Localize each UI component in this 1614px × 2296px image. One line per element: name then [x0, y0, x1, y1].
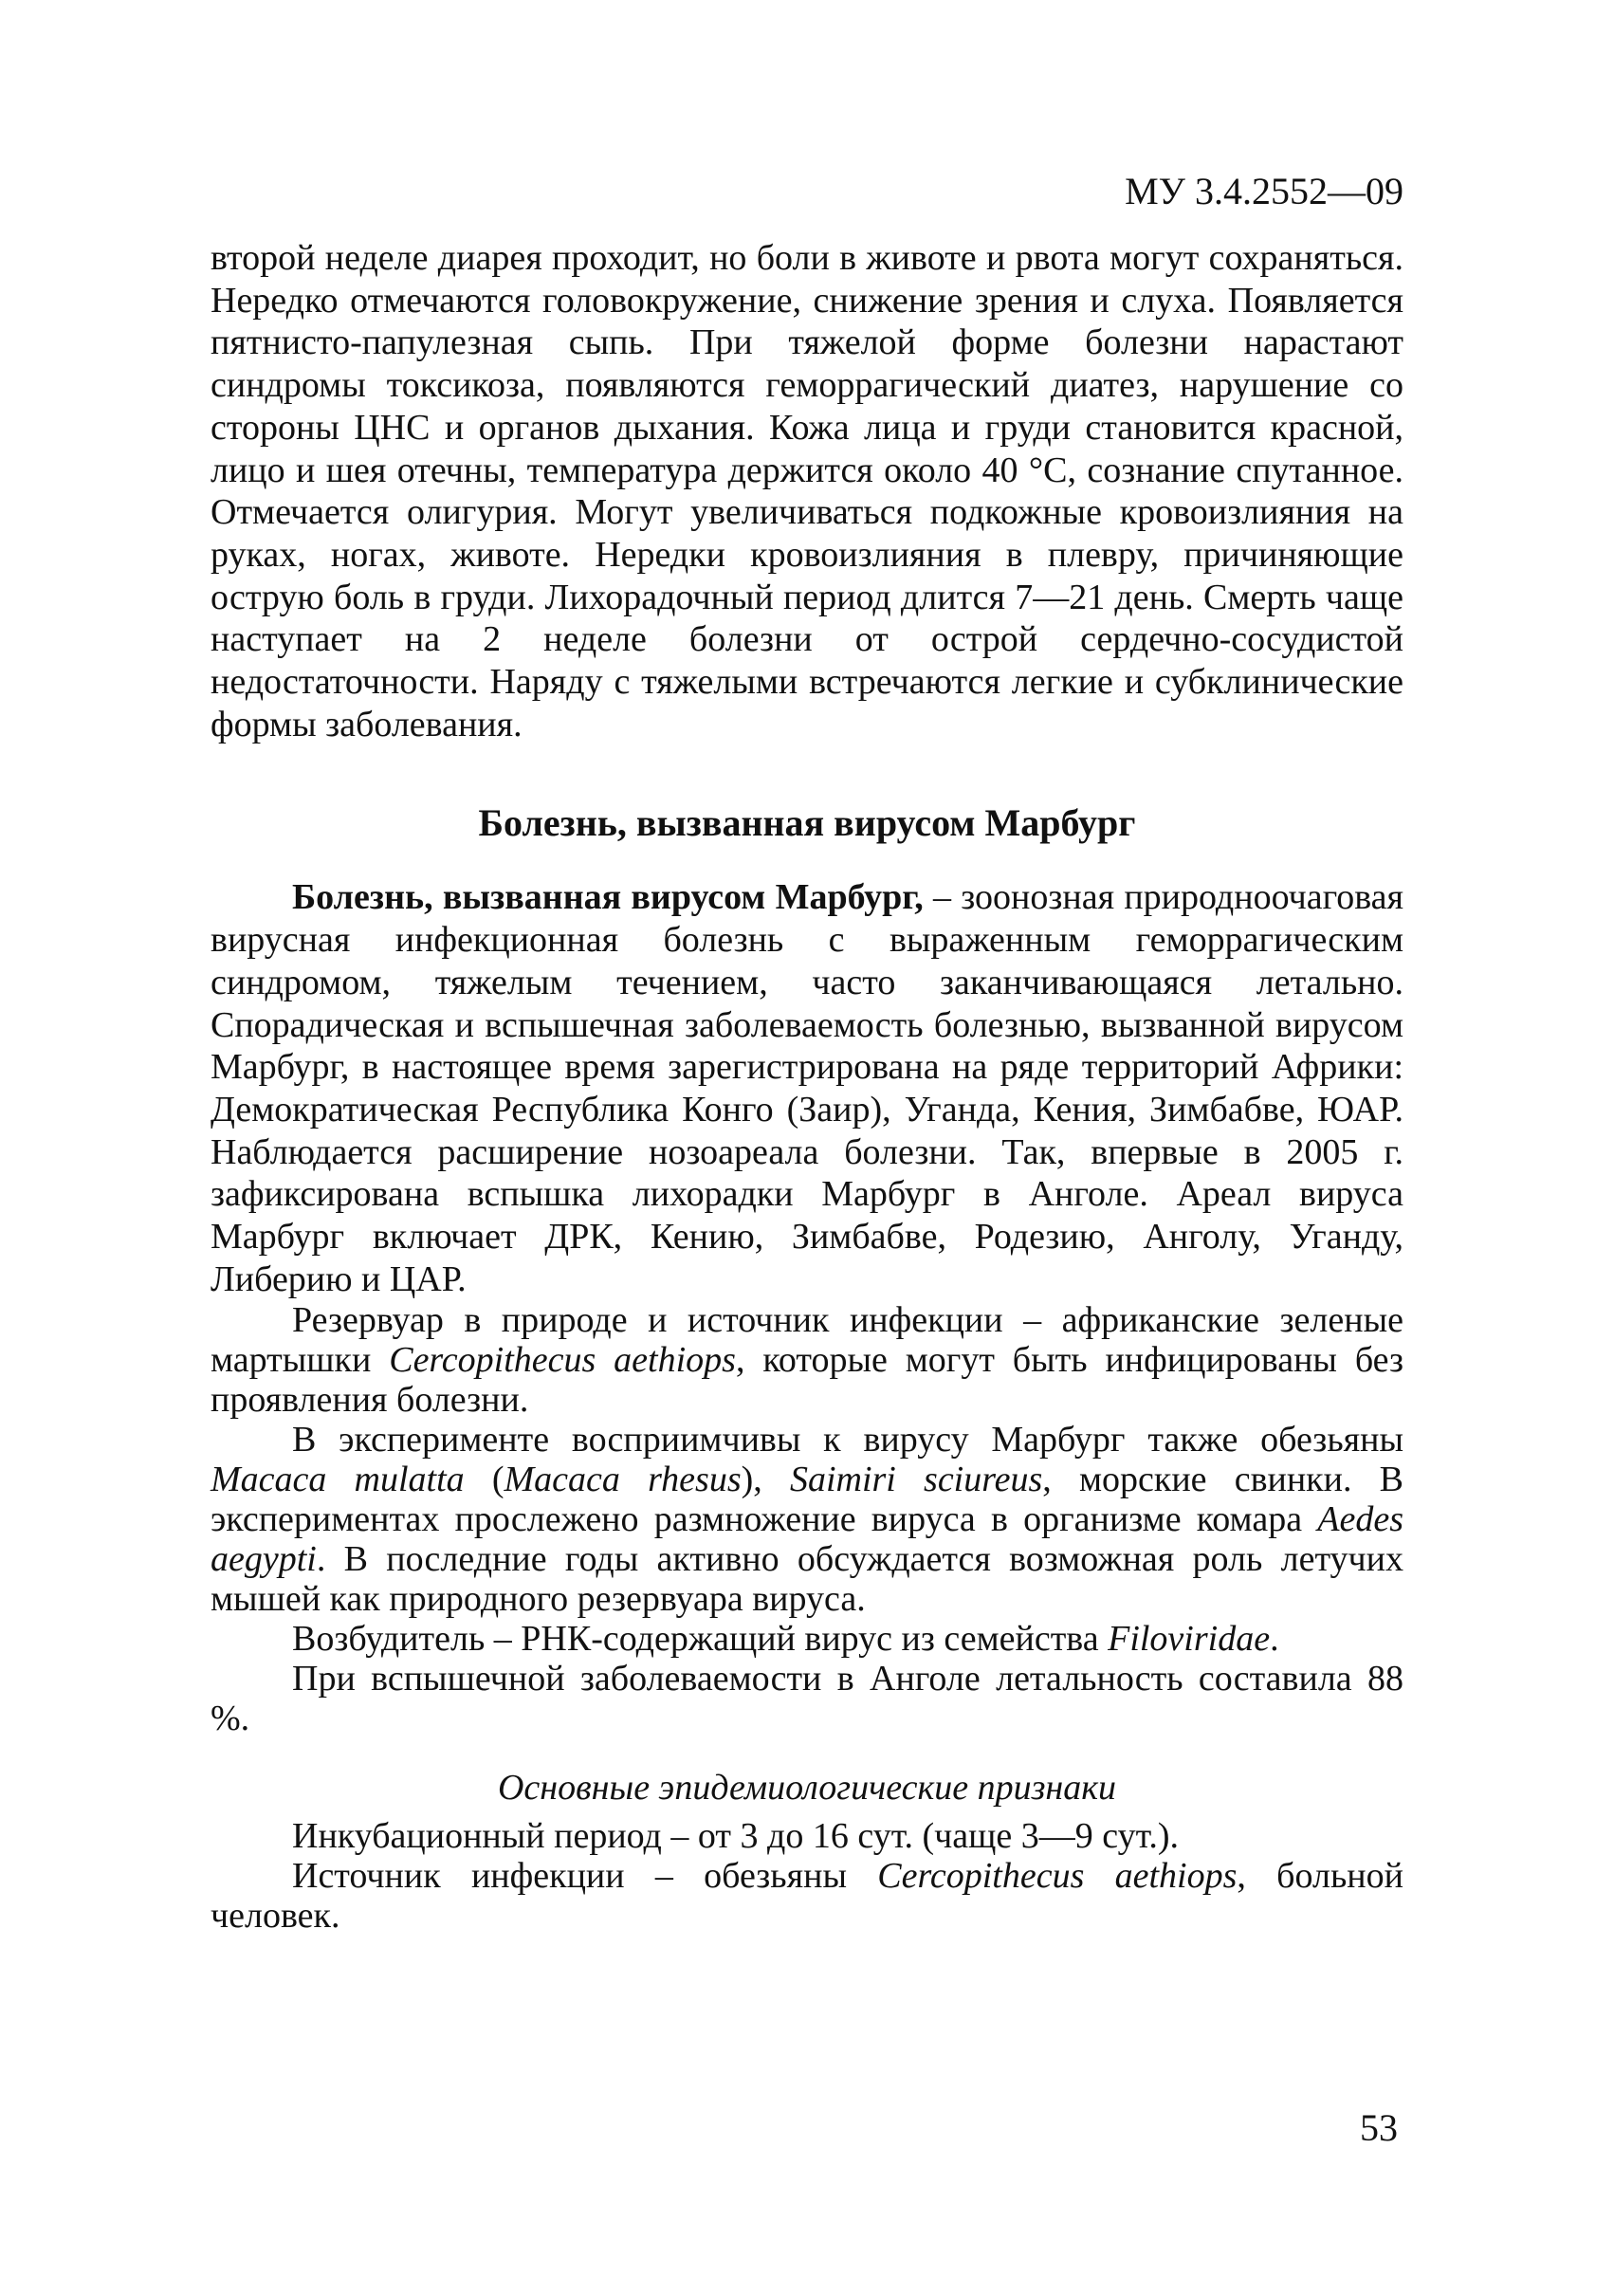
paragraph-reservoir	[211, 1300, 1403, 1420]
paragraph-infection-source	[211, 1856, 1403, 1936]
text-fragment: Возбудитель – РНК-содержащий вирус из семейства	[292, 1619, 1109, 1660]
document-code-header: МУ 3.4.2552—09	[1125, 170, 1403, 212]
text-fragment: Источник инфекции – обезьяны	[292, 1856, 878, 1897]
text-fragment: ),	[741, 1460, 790, 1500]
paragraph-incubation: Инкубационный период – от 3 до 16 сут. (чаще 3—9 сут.).	[292, 1816, 1179, 1857]
definition-text: – зоонозная природноочаговая вирусная инфекционная болезнь с выраженным геморрагическим синдромом, тяжелым течением, часто заканчивающаяся летально. Спорадическая и вспышечная заболеваемость болезнью, вызванной вирусом Марбург, в настоящее время зарегистрирована на ряде территорий Африки: Демократическая Республика Конго (Заир), Уганда, Кения, Зимбабве, ЮАР. Наблюдается расширение нозоареала болезни. Так, впервые в 2005 г. зафиксирована вспышка лихорадки Марбург в Анголе. Ареал вируса Марбург включает ДРК, Кению, Зимбабве, Родезию, Анголу, Уганду, Либерию и ЦАР.	[211, 877, 1403, 1299]
virus-family-name: Filoviridae	[1108, 1619, 1271, 1660]
text-fragment: , которые могут быть инфицированы без проявления болезни.	[211, 1340, 1403, 1421]
text-fragment: . В последние годы активно обсуждается возможная роль летучих мышей как природного резервуара вируса.	[211, 1539, 1403, 1620]
paragraph-lethality: При вспышечной заболеваемости в Анголе летальность составила 88 %.	[211, 1659, 1403, 1739]
species-name: Macaca mulatta	[211, 1460, 465, 1500]
text-fragment: В эксперименте восприимчивы к вирусу Марбург также обезьяны	[292, 1420, 1403, 1460]
defined-term: Болезнь, вызванная вирусом Марбург,	[292, 877, 924, 918]
subheading-epidemiology: Основные эпидемиологические признаки	[497, 1768, 1117, 1809]
species-name: Cercopithecus aethiops	[877, 1856, 1238, 1897]
page-number: 53	[1360, 2106, 1398, 2149]
paragraph-experimental-hosts	[211, 1420, 1403, 1619]
species-name: Cercopithecus aethiops	[389, 1340, 736, 1381]
page-body	[211, 237, 1403, 1936]
section-heading-marburg: Болезнь, вызванная вирусом Марбург	[478, 801, 1136, 845]
text-fragment: (	[464, 1460, 504, 1500]
text-fragment: , морские свинки. В экспериментах прослежено размножение вируса в организме комара	[211, 1460, 1403, 1540]
species-name: Aedes aegypti	[211, 1499, 1403, 1580]
species-name: Macaca rhesus	[504, 1460, 742, 1500]
text-fragment: .	[1270, 1619, 1279, 1660]
text-fragment: Резервуар в природе и источник инфекции – африканские зеленые мартышки	[211, 1300, 1403, 1381]
species-name: Saimiri sciureus	[789, 1460, 1043, 1500]
paragraph-symptoms-continued: второй неделе диарея проходит, но боли в животе и рвота могут сохраняться. Нередко отмечаются головокружение, снижение зрения и слуха. Появляется пятнисто-папулезная сыпь. При тяжелой форме болезни нарастают синдромы токсикоза, появляются геморрагический диатез, нарушение со стороны ЦНС и органов дыхания. Кожа лица и груди становится красной, лицо и шея отечны, температура держится около 40 °С, сознание спутанное. Отмечается олигурия. Могут увеличиваться подкожные кровоизлияния на руках, ногах, животе. Нередки кровоизлияния в плевру, причиняющие острую боль в груди. Лихорадочный период длится 7—21 день. Смерть чаще наступает на 2 неделе болезни от острой сердечно-сосудистой недостаточности. Наряду с тяжелыми встречаются легкие и субклинические формы заболевания.	[211, 238, 1403, 744]
text-fragment: , больной человек.	[211, 1856, 1403, 1937]
paragraph-pathogen	[211, 1619, 1403, 1659]
paragraph-marburg-definition	[211, 876, 1403, 1300]
